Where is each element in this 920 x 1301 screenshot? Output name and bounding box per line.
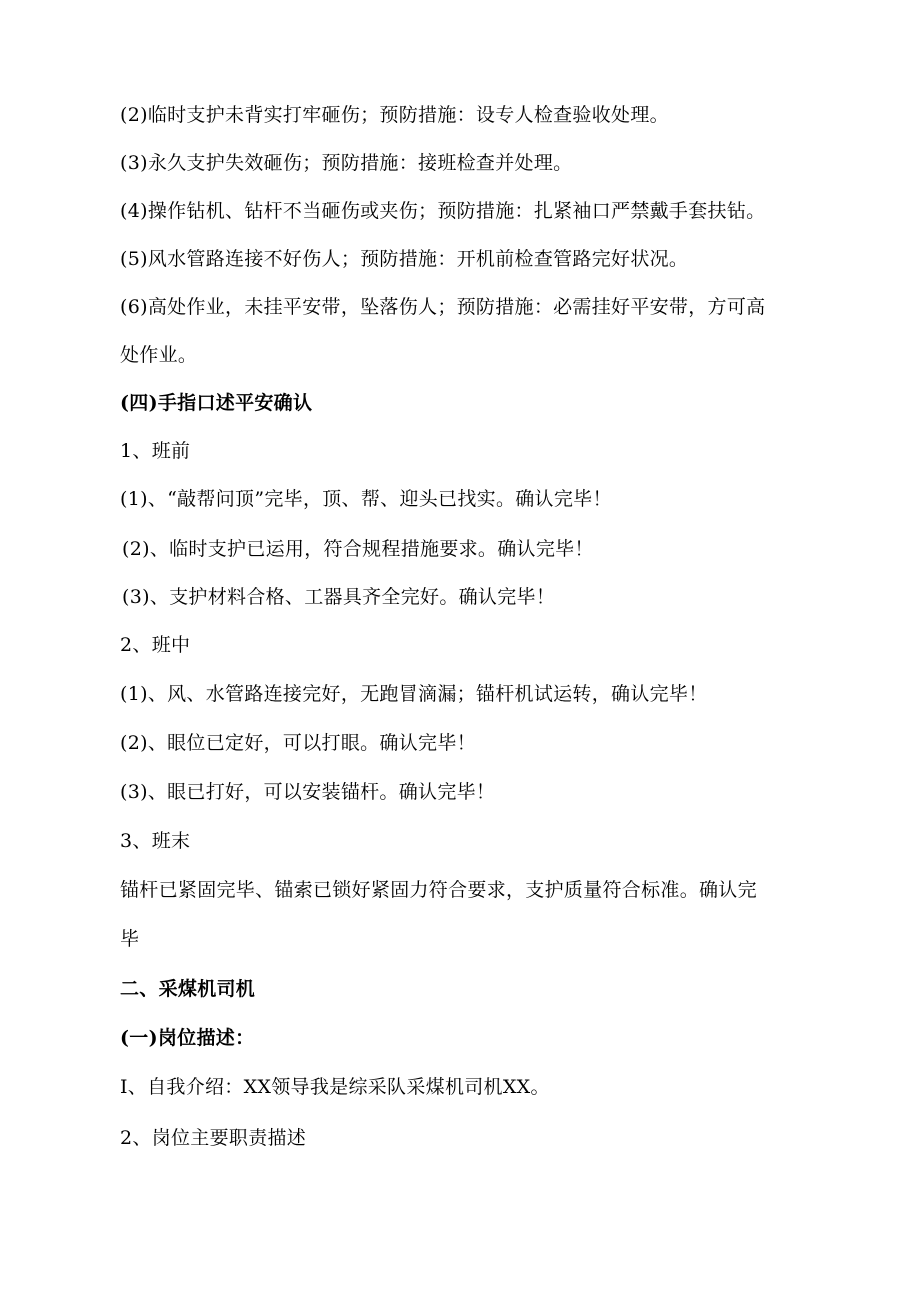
section-heading-shearer-operator: 二、采煤机司机 [120, 978, 256, 1000]
text-line-mid-shift-1: (1)、风、水管路连接完好，无跑冒滴漏；锚杆机试运转，确认完毕！ [120, 683, 708, 705]
text-line-pre-shift-3: (3)、支护材料合格、工器具齐全完好。确认完毕！ [122, 586, 556, 608]
text-line-main-duties: 2、岗位主要职责描述 [120, 1127, 307, 1149]
text-line-pre-shift-1: (1)、“敲帮问顶”完毕，顶、帮、迎头已找实。确认完毕！ [120, 488, 612, 510]
text-line-hazard-6-cont: 处作业。 [120, 344, 198, 366]
text-line-hazard-3: (3)永久支护失效砸伤；预防措施：接班检查并处理。 [120, 152, 573, 174]
text-line-hazard-5: (5)风水管路连接不好伤人；预防措施：开机前检查管路完好状况。 [120, 248, 689, 270]
text-line-mid-shift-2: (2)、眼位已定好，可以打眼。确认完毕！ [120, 732, 476, 754]
text-line-hazard-6: (6)高处作业，未挂平安带，坠落伤人；预防措施：必需挂好平安带，方可高 [120, 296, 766, 318]
subheading-job-description: (一)岗位描述： [120, 1027, 255, 1049]
text-line-mid-shift-3: (3)、眼已打好，可以安装锚杆。确认完毕！ [120, 781, 496, 803]
text-line-end-shift-cont: 毕 [120, 928, 140, 950]
subheading-end-shift: 3、班末 [120, 830, 191, 852]
subheading-mid-shift: 2、班中 [120, 634, 191, 656]
section-heading-confirmation: (四)手指口述平安确认 [120, 392, 313, 414]
text-line-hazard-4: (4)操作钻机、钻杆不当砸伤或夹伤；预防措施：扎紧袖口严禁戴手套扶钻。 [120, 200, 766, 222]
text-line-pre-shift-2: (2)、临时支护已运用，符合规程措施要求。确认完毕！ [122, 538, 594, 560]
text-line-hazard-2: (2)临时支护未背实打牢砸伤；预防措施：设专人检查验收处理。 [120, 104, 669, 126]
text-line-end-shift: 锚杆已紧固完毕、锚索已锁好紧固力符合要求，支护质量符合标准。确认完 [120, 879, 757, 901]
text-line-self-intro: I、自我介绍：XX领导我是综采队采煤机司机XX。 [120, 1076, 550, 1098]
subheading-pre-shift: 1、班前 [120, 440, 191, 462]
